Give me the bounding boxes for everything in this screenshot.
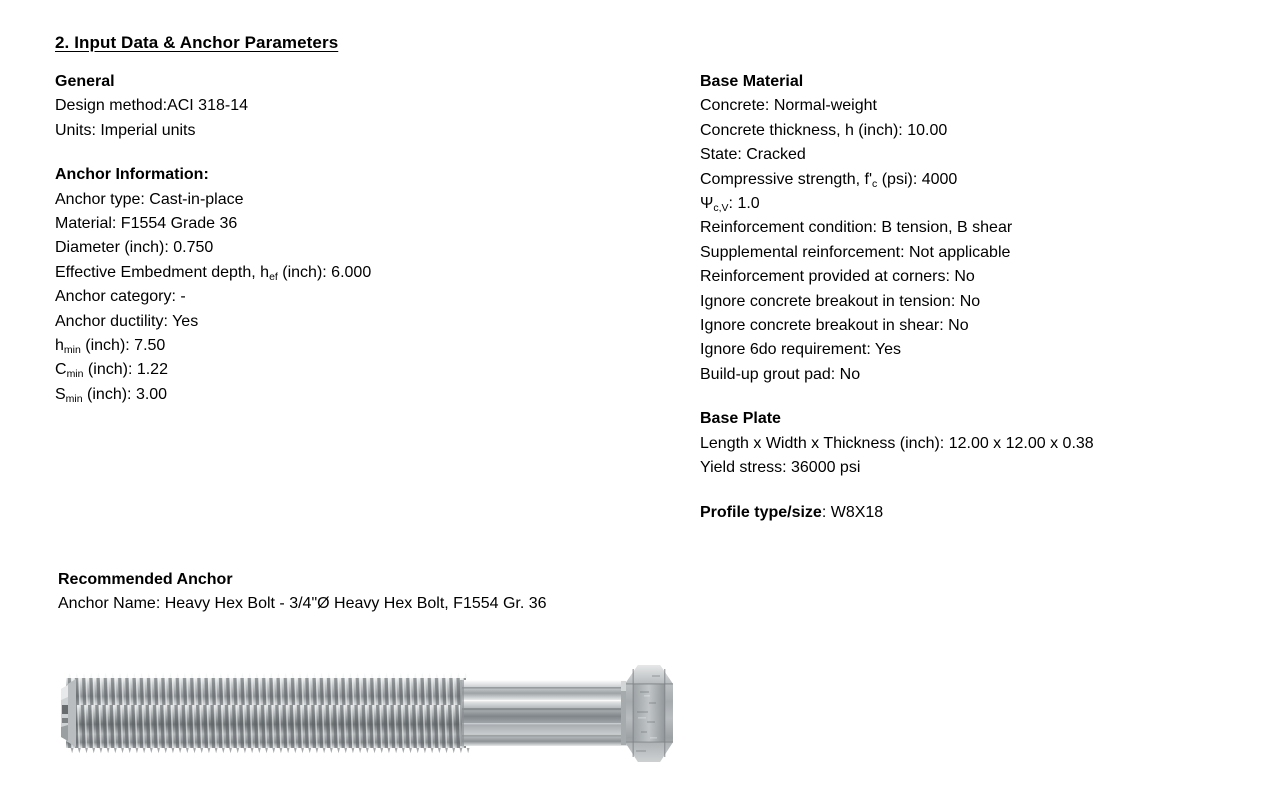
ignore-breakout-tension-line xyxy=(700,290,1260,314)
supplemental-reinforcement-line xyxy=(700,241,1260,265)
anchor-material-line xyxy=(55,212,675,236)
smin-pre: S xyxy=(55,385,66,403)
hmin-post: (inch): 7.50 xyxy=(80,337,166,355)
anchor-diameter-line xyxy=(55,236,675,260)
compressive-strength-line xyxy=(700,168,1260,192)
ignore-6do-text: Ignore 6do requirement: Yes xyxy=(700,341,902,359)
cmin-post: (inch): 1.22 xyxy=(83,361,168,379)
bolt-smooth-shank xyxy=(460,680,634,746)
smin-post: (inch): 3.00 xyxy=(82,385,168,403)
profile-block xyxy=(700,501,1260,525)
cmin-line xyxy=(55,358,675,382)
cmin-pre: C xyxy=(55,361,67,379)
concrete-state-line xyxy=(700,143,1260,167)
concrete-state-text: State: Cracked xyxy=(700,146,806,164)
anchor-ductility-line xyxy=(55,310,675,334)
reinforcement-condition-line xyxy=(700,216,1260,240)
base-plate-dimensions: Length x Width x Thickness (inch): 12.00 x 12.00 x 0.38 xyxy=(700,434,1094,452)
psi-cv-line xyxy=(700,192,1260,216)
profile-line xyxy=(700,501,1260,525)
hmin-subscript: min xyxy=(63,344,81,357)
smin-line xyxy=(55,383,675,407)
bolt-hex-head xyxy=(621,665,673,762)
anchor-information-title: Anchor Information: xyxy=(55,166,209,184)
compressive-strength-post: (psi): 4000 xyxy=(877,170,958,188)
bolt-threaded-shank xyxy=(52,665,472,765)
anchor-ductility-text: Anchor ductility: Yes xyxy=(55,312,199,330)
concrete-thickness-line xyxy=(700,119,1260,143)
anchor-embedment-line xyxy=(55,261,675,285)
concrete-type-text: Concrete: Normal-weight xyxy=(700,97,877,115)
psi-cv-post: : 1.0 xyxy=(728,195,760,213)
base-material-block xyxy=(700,70,1260,387)
psi-cv-subscript: c,V xyxy=(713,202,729,215)
base-material-title: Base Material xyxy=(700,73,804,90)
anchor-category-text: Anchor category: - xyxy=(55,288,186,306)
recommended-anchor-title: Recommended Anchor xyxy=(58,571,233,588)
general-title: General xyxy=(55,73,115,90)
reinforcement-condition-text: Reinforcement condition: B tension, B shear xyxy=(700,219,1013,237)
hmin-line xyxy=(55,334,675,358)
ignore-breakout-tension-text: Ignore concrete breakout in tension: No xyxy=(700,292,981,310)
ignore-6do-line xyxy=(700,338,1260,362)
base-plate-title: Base Plate xyxy=(700,410,781,428)
reinforcement-corners-line xyxy=(700,265,1260,289)
psi-cv-pre: Ψ xyxy=(700,195,714,213)
anchor-type-line xyxy=(55,188,675,212)
general-design-method: Design method:ACI 318-14 xyxy=(55,97,248,115)
anchor-bolt-image xyxy=(52,645,692,785)
recommended-anchor-name: Anchor Name: Heavy Hex Bolt - 3/4"Ø Heavy Hex Bolt, F1554 Gr. 36 xyxy=(58,595,547,613)
recommended-anchor-block xyxy=(58,568,547,617)
anchor-information-block xyxy=(55,163,675,407)
general-units: Units: Imperial units xyxy=(55,121,196,139)
compressive-strength-pre: Compressive strength, f' xyxy=(700,170,873,188)
base-plate-yield-stress: Yield stress: 36000 psi xyxy=(700,459,861,477)
grout-pad-line xyxy=(700,363,1260,387)
smin-subscript: min xyxy=(65,392,83,405)
concrete-type-line xyxy=(700,94,1260,118)
page-title: 2. Input Data & Anchor Parameters xyxy=(55,33,339,52)
bolt-tip xyxy=(61,679,76,747)
anchor-category-line xyxy=(55,285,675,309)
anchor-type-text: Anchor type: Cast-in-place xyxy=(55,190,244,208)
reinforcement-corners-text: Reinforcement provided at corners: No xyxy=(700,268,975,286)
supplemental-reinforcement-text: Supplemental reinforcement: Not applicable xyxy=(700,243,1011,261)
ignore-breakout-shear-line xyxy=(700,314,1260,338)
anchor-embedment-subscript: ef xyxy=(269,270,278,283)
anchor-embedment-post: (inch): 6.000 xyxy=(277,263,372,281)
anchor-material-text: Material: F1554 Grade 36 xyxy=(55,215,238,233)
cmin-subscript: min xyxy=(66,368,84,381)
anchor-embedment-pre: Effective Embedment depth, h xyxy=(55,263,270,281)
profile-value: : W8X18 xyxy=(821,503,884,521)
hmin-pre: h xyxy=(55,337,64,355)
compressive-strength-subscript: c xyxy=(872,177,878,190)
anchor-diameter-text: Diameter (inch): 0.750 xyxy=(55,239,214,257)
left-column xyxy=(55,70,675,407)
heavy-hex-bolt-illustration xyxy=(52,645,692,785)
ignore-breakout-shear-text: Ignore concrete breakout in shear: No xyxy=(700,317,969,335)
general-block xyxy=(55,70,675,143)
concrete-thickness-text: Concrete thickness, h (inch): 10.00 xyxy=(700,121,948,139)
grout-pad-text: Build-up grout pad: No xyxy=(700,365,861,383)
base-plate-block xyxy=(700,407,1260,480)
profile-label: Profile type/size xyxy=(700,503,822,521)
right-column xyxy=(700,70,1260,525)
